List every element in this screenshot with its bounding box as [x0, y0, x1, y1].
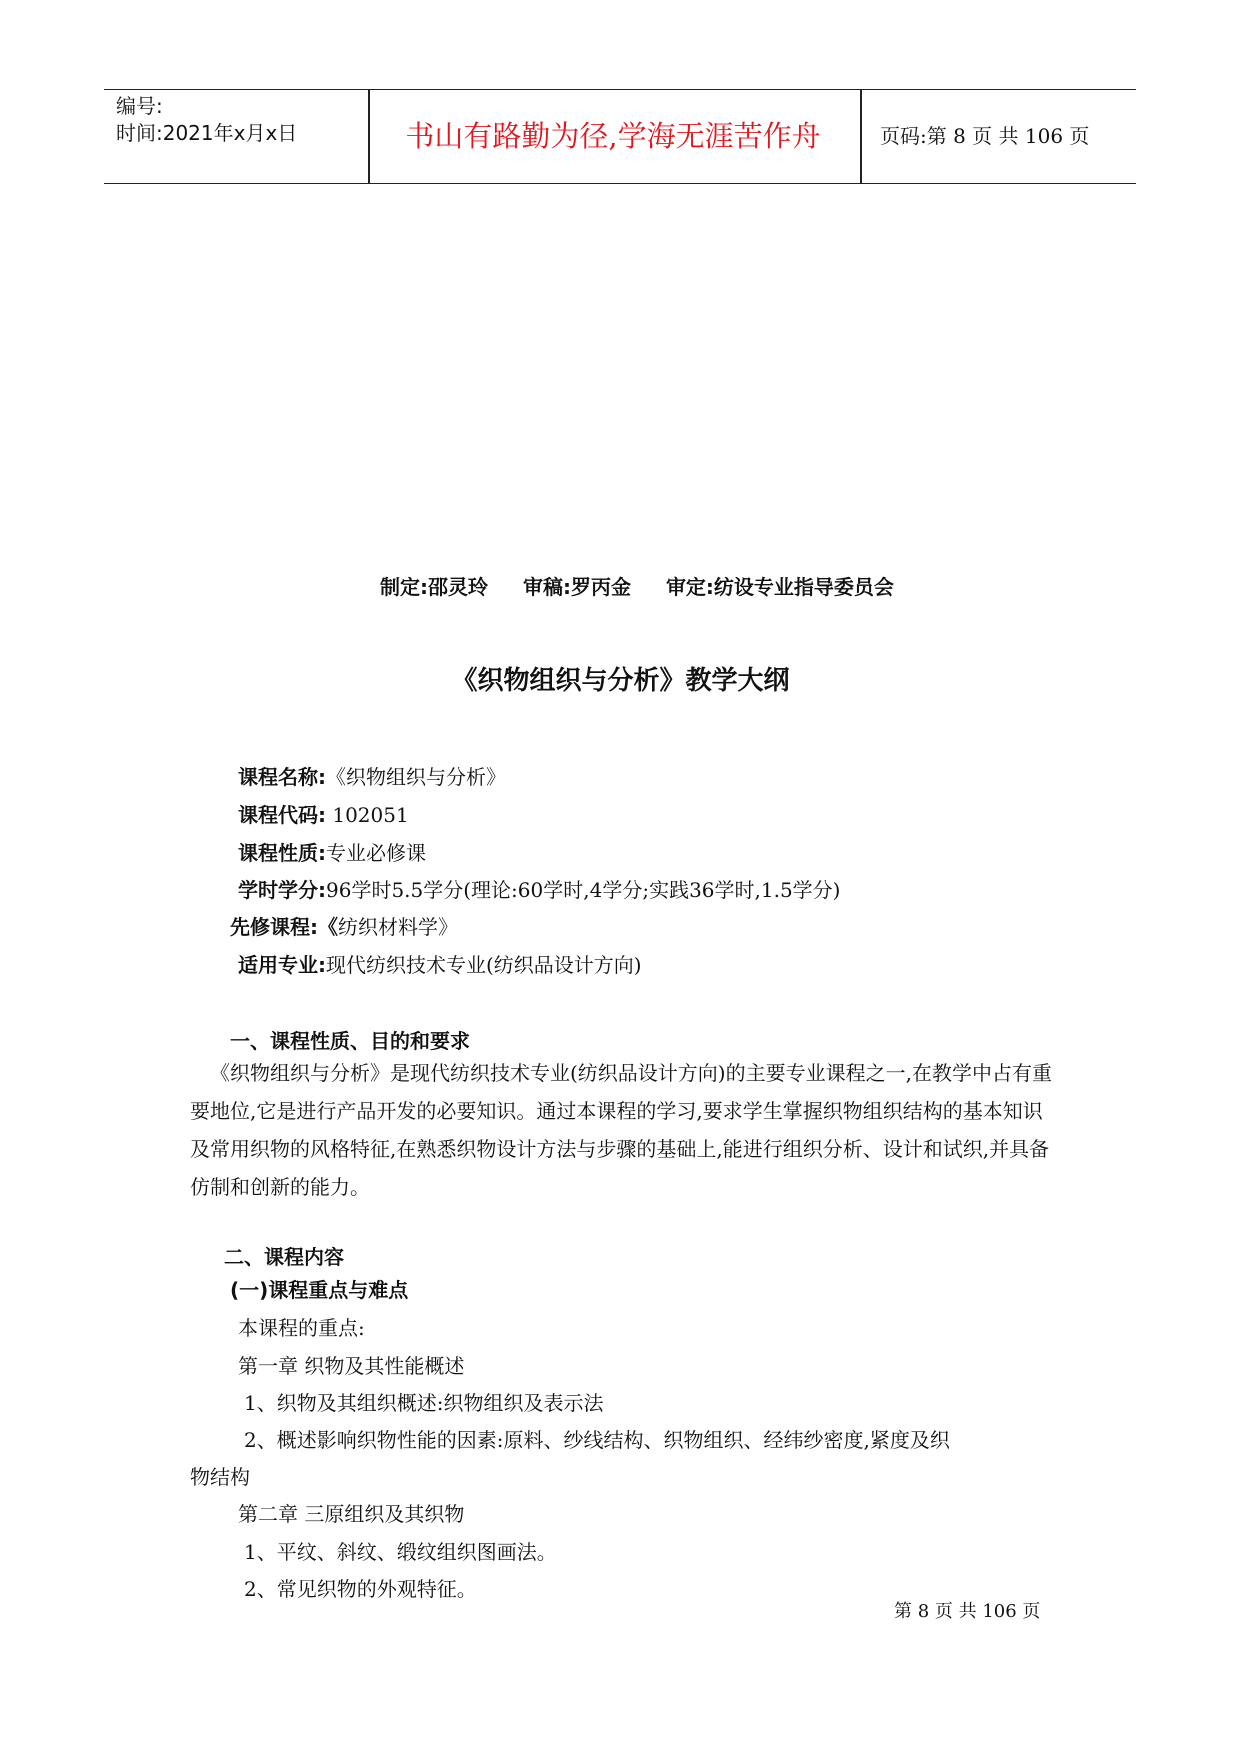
- info-label: 课程代码:: [238, 803, 326, 827]
- section2-heading: 二、课程内容: [224, 1245, 344, 1269]
- chapter-2-title: 第二章 三原组织及其织物: [238, 1502, 465, 1526]
- signers-line: [380, 571, 894, 600]
- info-major: [238, 949, 642, 978]
- info-value: 96学时5.5学分(理论:60学时,4学分;实践36学时,1.5学分): [326, 878, 841, 902]
- info-course-nature: [238, 837, 426, 866]
- info-value: 纺织材料学》: [338, 915, 458, 939]
- section2-subheading: (一)课程重点与难点: [230, 1278, 409, 1302]
- info-course-code: [238, 799, 409, 828]
- info-label: 适用专业:: [238, 953, 326, 977]
- info-value: 专业必修课: [326, 841, 426, 865]
- reviewer: 审稿:罗丙金: [522, 575, 631, 599]
- info-hours-credits: [238, 874, 840, 903]
- section1-heading: 一、课程性质、目的和要求: [230, 1029, 470, 1053]
- document-number-label: 编号:: [116, 94, 163, 118]
- info-label: 学时学分:: [238, 878, 326, 902]
- chapter-1-item-2-line-2: 物结构: [190, 1465, 250, 1489]
- header-motto: 书山有路勤为径,学海无涯苦作舟: [405, 119, 821, 153]
- document-title: 《织物组织与分析》教学大纲: [451, 666, 790, 696]
- drafter: 制定:邵灵玲: [380, 575, 488, 599]
- info-prerequisite: [230, 911, 458, 940]
- page-header: [104, 89, 1136, 184]
- info-label: 课程名称:: [238, 765, 326, 789]
- chapter-1-item-2-line-1: 2、概述影响织物性能的因素:原料、纱线结构、织物组织、经纬纱密度,紧度及织: [244, 1428, 950, 1452]
- document-time-label: 时间:2021年x月x日: [116, 121, 298, 145]
- info-value: 《织物组织与分析》: [326, 765, 506, 789]
- section1-paragraph: 《织物组织与分析》是现代纺织技术专业(纺织品设计方向)的主要专业课程之一,在教学中占有重要地位,它是进行产品开发的必要知识。通过本课程的学习,要求学生掌握织物组织结构的基本知识及常用织物的风格特征,在熟悉织物设计方法与步骤的基础上,能进行组织分析、设计和试织,并具备仿制和创新的能力。: [190, 1061, 1052, 1199]
- header-divider-right: [860, 90, 862, 183]
- info-value: 现代纺织技术专业(纺织品设计方向): [326, 953, 642, 977]
- approver: 审定:纺设专业指导委员会: [665, 575, 894, 599]
- chapter-2-item-2: 2、常见织物的外观特征。: [244, 1577, 477, 1601]
- chapter-1-title: 第一章 织物及其性能概述: [238, 1354, 465, 1378]
- info-value: 102051: [326, 803, 409, 827]
- info-label: 先修课程:《: [230, 915, 338, 939]
- chapter-2-item-1: 1、平纹、斜纹、缎纹组织图画法。: [244, 1540, 557, 1564]
- page-footer: 第 8 页 共 106 页: [894, 1601, 1041, 1622]
- info-label: 课程性质:: [238, 841, 326, 865]
- header-meta: [116, 90, 366, 183]
- header-page-number: 页码:第 8 页 共 106 页: [880, 124, 1090, 148]
- chapter-1-item-1: 1、织物及其组织概述:织物组织及表示法: [244, 1391, 604, 1415]
- info-course-name: [238, 761, 506, 790]
- focus-intro: 本课程的重点:: [238, 1316, 365, 1340]
